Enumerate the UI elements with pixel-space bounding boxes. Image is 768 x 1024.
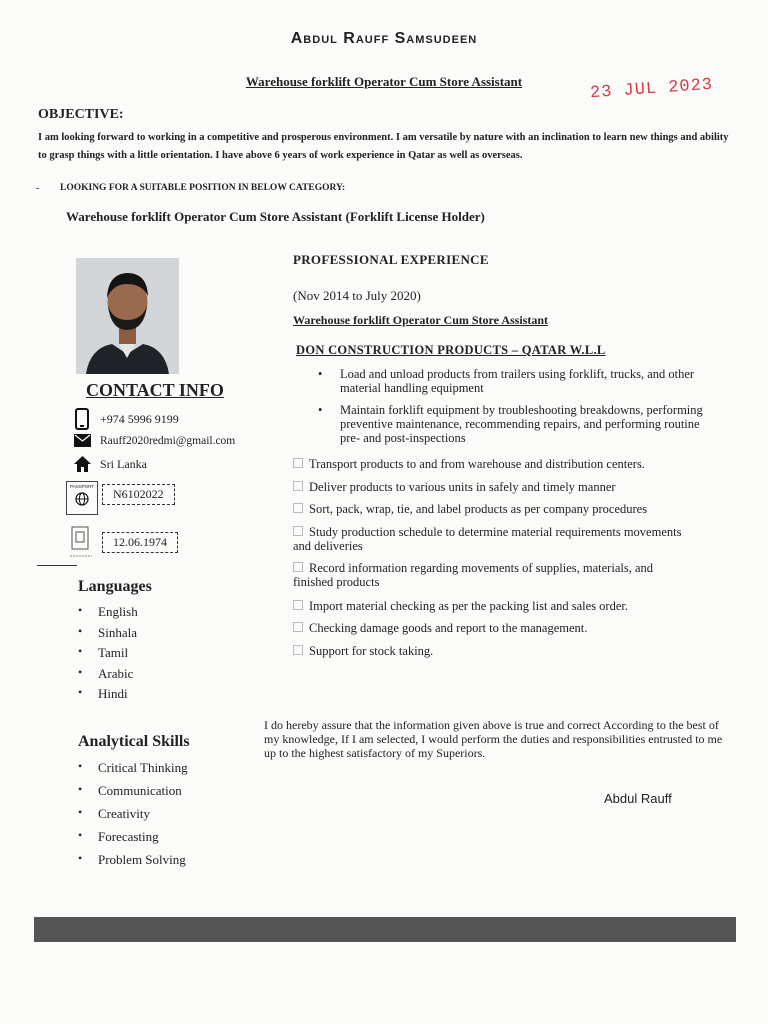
checkbox-icon	[293, 503, 303, 513]
language-item: • Tamil	[78, 645, 138, 666]
phone-number[interactable]: +974 5996 9199	[100, 411, 179, 426]
task-text: Record information regarding movements of supplies, materials, and finished products	[293, 561, 654, 589]
calendar-id-icon	[70, 526, 92, 554]
desired-position: Warehouse forklift Operator Cum Store Assistant (Forklift License Holder)	[66, 209, 485, 224]
profile-photo	[76, 258, 179, 374]
objective-text: I am looking forward to working in a competitive and prosperous environment. I am versatile by nature with an inclination to learn new things and ability to grasp things with a little orientation. I have above 6 years of work experience in Qatar as well as overseas.	[38, 132, 729, 161]
checkbox-icon	[293, 600, 303, 610]
task-item	[293, 480, 693, 494]
footer-bar	[34, 917, 736, 942]
email-row	[72, 434, 235, 447]
checkbox-icon	[293, 562, 303, 572]
task-text: Checking damage goods and report to the management.	[309, 621, 588, 635]
task-item	[293, 525, 693, 553]
skill-item: • Critical Thinking	[78, 760, 188, 783]
declaration-text: I do hereby assure that the information given above is true and correct According to the best of my knowledge, If I am selected, I would perform the duties and responsibilities entrusted to me up to the highest satisfactory of my Superiors.	[264, 718, 723, 760]
task-text: Deliver products to various units in safely and timely manner	[309, 480, 616, 494]
task-item	[293, 561, 693, 589]
looking-heading: LOOKING FOR A SUITABLE POSITION IN BELOW CATEGORY:	[60, 183, 346, 193]
skill-item: • Communication	[78, 783, 188, 806]
duty-item: • Load and unload products from trailers using forklift, trucks, and other material handling equipment	[310, 367, 710, 395]
date-stamp: 23 JUL 2023	[589, 75, 714, 104]
language-item: • Hindi	[78, 686, 138, 707]
experience-dates: (Nov 2014 to July 2020)	[293, 288, 421, 303]
location-row	[72, 456, 147, 472]
checkbox-icon	[293, 458, 303, 468]
email-address[interactable]: Rauff2020redmi@gmail.com	[100, 434, 236, 447]
task-item	[293, 644, 693, 658]
task-text: Support for stock taking.	[309, 644, 434, 658]
envelope-icon	[72, 434, 92, 447]
experience-role: Warehouse forklift Operator Cum Store Assistant	[293, 313, 548, 327]
task-text: Transport products to and from warehouse and distribution centers.	[309, 457, 645, 471]
duty-item: • Maintain forklift equipment by troubleshooting breakdowns, performing preventive maintenance, recommending repairs, and performing routine pre- and post-inspections	[310, 403, 710, 445]
checkbox-icon	[293, 645, 303, 655]
skill-item: • Creativity	[78, 806, 188, 829]
phone-row	[72, 408, 179, 430]
task-item	[293, 599, 693, 613]
person-photo-icon	[76, 258, 179, 374]
task-text: Import material checking as per the packing list and sales order.	[309, 599, 628, 613]
location-text: Sri Lanka	[100, 456, 147, 471]
skills-list	[78, 760, 188, 875]
objective-heading: OBJECTIVE:	[38, 107, 124, 122]
languages-list	[78, 604, 138, 707]
divider	[37, 565, 77, 566]
language-item: • Sinhala	[78, 625, 138, 646]
task-item	[293, 457, 693, 471]
experience-heading: PROFESSIONAL EXPERIENCE	[293, 252, 489, 267]
checkbox-icon	[293, 481, 303, 491]
languages-heading: Languages	[78, 578, 152, 595]
resume-name: Abdul Rauff Samsudeen	[290, 30, 478, 47]
task-text: Study production schedule to determine material requirements movements and deliveries	[293, 525, 682, 553]
passport-number: N6102022	[102, 484, 175, 505]
globe-icon	[75, 492, 89, 506]
date-of-birth: 12.06.1974	[102, 532, 178, 553]
duties-list	[310, 367, 710, 453]
task-item	[293, 502, 693, 516]
task-text: Sort, pack, wrap, tie, and label products as per company procedures	[309, 502, 648, 516]
skills-heading: Analytical Skills	[78, 733, 190, 750]
resume-subtitle: Warehouse forklift Operator Cum Store Assistant	[245, 74, 523, 89]
checkbox-icon	[293, 526, 303, 536]
looking-marker: -	[36, 183, 40, 194]
language-item: • English	[78, 604, 138, 625]
task-item	[293, 621, 693, 635]
signature-name: Abdul Rauff	[604, 791, 672, 806]
phone-icon	[72, 408, 92, 430]
passport-label: PASSPORT	[69, 484, 95, 489]
passport-badge	[66, 481, 98, 515]
skill-item: • Forecasting	[78, 829, 188, 852]
contact-heading: CONTACT INFO	[86, 380, 224, 400]
experience-company: DON CONSTRUCTION PRODUCTS – QATAR W.L.L	[296, 343, 606, 357]
skill-item: • Problem Solving	[78, 852, 188, 875]
checkbox-icon	[293, 622, 303, 632]
language-item: • Arabic	[78, 666, 138, 687]
home-icon	[72, 456, 92, 472]
